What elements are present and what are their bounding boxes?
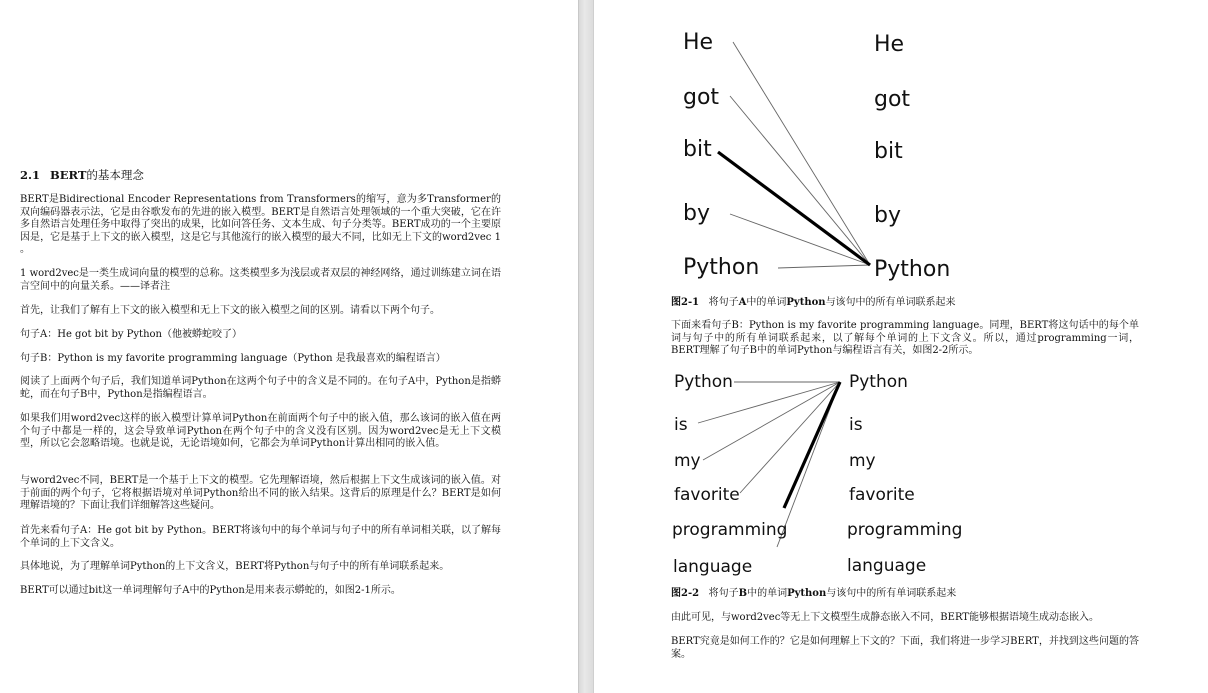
sentence-a: 句子A：He got bit by Python（他被蟒蛇咬了） <box>20 329 242 340</box>
fig1-right-word-by: by <box>874 203 901 228</box>
paragraph-word2vec: 如果我们用word2vec这样的嵌入模型计算单词Python在前面两个句子中的嵌入值，那么该词的嵌入值在两个句子中都是一样的，这会导致单词Python在两个句子中的含义没有区别。因为word2vec是无上下文模型，所以它会忽略语境。也就是说，无论语境如何，它都会为单词Python计算出相同的嵌入值。 <box>20 413 501 449</box>
paragraph-sentence-b: 下面来看句子B：Python is my favorite programming language。同理，BERT将这句话中的每个单词与句子中的所有单词联系起来，以了解每个单词的上下文含义。所以，通过programming一词，BERT理解了句子B中的单词Python与编程语言有关，如图2-2所示。 <box>671 320 1139 356</box>
fig2-right-word-favorite: favorite <box>849 485 915 505</box>
caption-text: 与该句中的所有单词联系起来 <box>826 588 957 599</box>
caption-text: 将句子 <box>708 588 739 599</box>
section-heading <box>20 167 144 183</box>
paragraph-difference: 首先，让我们了解有上下文的嵌入模型和无上下文的嵌入模型之间的区别。请看以下两个句子。 <box>20 305 440 316</box>
fig1-right-word-python: Python <box>874 257 951 282</box>
caption-text: 中的单词 <box>746 297 787 308</box>
fig1-left-word-got: got <box>683 85 720 110</box>
fig2-left-word-is: is <box>674 415 688 435</box>
caption-text: 中的单词 <box>747 588 788 599</box>
fig2-left-word-programming: programming <box>672 520 788 540</box>
section-title-bold: BERT <box>50 168 87 182</box>
fig2-right-word-python: Python <box>849 372 908 392</box>
paragraph-bit: BERT可以通过bit这一单词理解句子A中的Python是用来表示蟒蛇的，如图2-1所示。 <box>20 585 401 596</box>
fig1-right-word-got: got <box>874 87 911 112</box>
figure-2-2 <box>594 365 1208 583</box>
fig2-right-word-is: is <box>849 415 863 435</box>
caption-number: 图2-2 <box>671 588 700 599</box>
caption-text: 将句子 <box>708 297 739 308</box>
caption-bold-letter: A <box>738 297 747 308</box>
fig2-right-word-programming: programming <box>847 520 963 540</box>
fig1-right-word-bit: bit <box>874 139 903 164</box>
left-page <box>0 0 578 693</box>
figure-2-1-caption <box>671 297 956 309</box>
paragraph-bert-context: 与word2vec不同，BERT是一个基于上下文的模型。它先理解语境，然后根据上下文生成该词的嵌入值。对于前面的两个句子，它将根据语境对单词Python给出不同的嵌入结果。这背后的原理是什么？BERT是如何理解语境的？下面让我们详细解答这些疑问。 <box>20 475 501 511</box>
fig1-left-word-python: Python <box>683 255 760 280</box>
footnote: 1 word2vec是一类生成词向量的模型的总称。这类模型多为浅层或者双层的神经网络，通过训练建立词在语言空间中的向量关系。——译者注 <box>20 268 501 292</box>
section-number: 2.1 <box>20 168 41 182</box>
paragraph-meaning: 阅读了上面两个句子后，我们知道单词Python在这两个句子中的含义是不同的。在句子A中，Python是指蟒蛇，而在句子B中，Python是指编程语言。 <box>20 376 501 400</box>
fig1-left-word-bit: bit <box>683 137 712 162</box>
caption-number: 图2-1 <box>671 297 700 308</box>
caption-bold-letter: B <box>738 588 748 599</box>
paragraph-intro: BERT是Bidirectional Encoder Representations from Transformers的缩写，意为多Transformer的双向编码器表示法，它是由谷歌发布的先进的嵌入模型。BERT是自然语言处理领域的一个重大突破，它在许多自然语言处理任务中取得了突出的成果，比如问答任务、文本生成、句子分类等。BERT成功的一个主要原因是，它是基于上下文的嵌入模型，这是它与其他流行的嵌入模型的最大不同，比如无上下文的word2vec 1 。 <box>20 194 501 255</box>
paragraph-dynamic-embedding: 由此可见，与word2vec等无上下文模型生成静态嵌入不同，BERT能够根据语境生成动态嵌入。 <box>671 612 1099 623</box>
fig1-right-word-he: He <box>874 32 905 57</box>
figure-2-2-caption <box>671 588 956 600</box>
paragraph-specific: 具体地说，为了理解单词Python的上下文含义，BERT将Python与句子中的所有单词联系起来。 <box>20 561 450 572</box>
right-page <box>594 0 1208 693</box>
fig1-left-word-by: by <box>683 201 710 226</box>
caption-text: 与该句中的所有单词联系起来 <box>825 297 956 308</box>
fig2-right-word-language: language <box>847 556 927 576</box>
fig1-left-word-he: He <box>683 30 714 55</box>
book-gutter <box>578 0 594 693</box>
caption-bold-word: Python <box>786 297 826 308</box>
section-title-rest: 的基本理念 <box>86 168 144 182</box>
paragraph-how-bert-works: BERT究竟是如何工作的？它是如何理解上下文的？下面，我们将进一步学习BERT，并找到这些问题的答案。 <box>671 636 1139 660</box>
fig2-left-word-my: my <box>674 451 701 471</box>
sentence-b: 句子B：Python is my favorite programming language（Python 是我最喜欢的编程语言） <box>20 353 446 364</box>
fig2-left-word-favorite: favorite <box>674 485 740 505</box>
caption-bold-word: Python <box>787 588 827 599</box>
figure-2-1 <box>594 0 1208 295</box>
fig2-right-word-my: my <box>849 451 876 471</box>
paragraph-sentence-a: 首先来看句子A：He got bit by Python。BERT将该句中的每个单词与句子中的所有单词相关联，以了解每个单词的上下文含义。 <box>20 525 501 549</box>
fig2-left-word-python: Python <box>674 372 733 392</box>
fig2-left-word-language: language <box>673 557 753 577</box>
